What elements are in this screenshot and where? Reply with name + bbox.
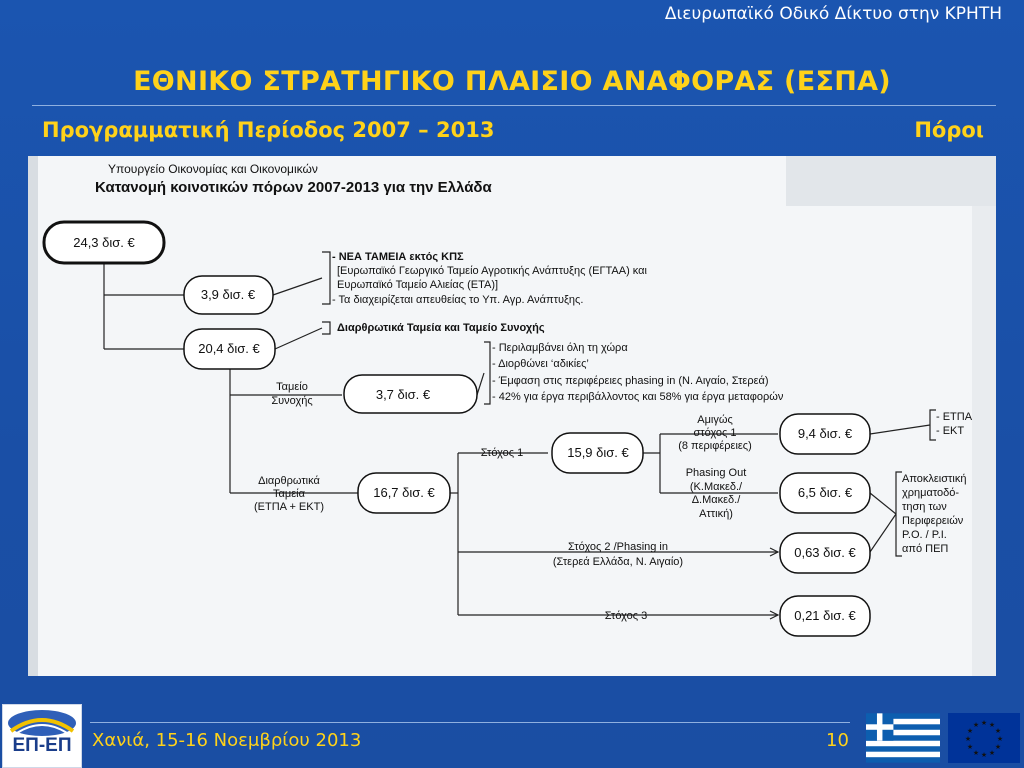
note-pure-goal1-1: - ΕΤΠΑ bbox=[936, 411, 973, 423]
eu-flag-icon bbox=[948, 713, 1020, 763]
node-goal1-value: 15,9 δισ. € bbox=[567, 445, 629, 460]
node-phasing-out-value: 6,5 δισ. € bbox=[797, 485, 853, 500]
road-emblem-icon bbox=[3, 705, 81, 737]
node-goal1 bbox=[552, 433, 643, 473]
cohesion-label-2: Συνοχής bbox=[271, 395, 313, 407]
svg-text:★: ★ bbox=[964, 736, 972, 743]
svg-text:★: ★ bbox=[966, 744, 974, 751]
period-subtitle: Προγραμματική Περίοδος 2007 – 2013 bbox=[42, 118, 495, 142]
svg-text:★: ★ bbox=[966, 728, 974, 735]
svg-text:★: ★ bbox=[988, 722, 996, 729]
footer-divider bbox=[90, 722, 850, 723]
node-phasing-out bbox=[780, 473, 870, 513]
greek-flag-icon bbox=[866, 713, 940, 763]
note-exclusive-3: τηση των bbox=[902, 501, 947, 513]
phasing-label-1: Phasing Out bbox=[685, 467, 747, 479]
note-cohesion-4: - 42% για έργα περιβάλλοντος και 58% για έργα μεταφορών bbox=[492, 391, 784, 403]
node-cohesion-value: 3,7 δισ. € bbox=[375, 387, 431, 402]
node-structural bbox=[358, 473, 450, 513]
note-exclusive-5: Ρ.Ο. / Ρ.Ι. bbox=[902, 529, 947, 541]
footer-location-date: Χανιά, 15-16 Νοεμβρίου 2013 bbox=[92, 730, 362, 751]
note-new-funds-1: - ΝΕΑ ΤΑΜΕΙΑ εκτός ΚΠΣ bbox=[332, 251, 464, 263]
goal1-label: Στόχος 1 bbox=[480, 447, 524, 459]
svg-text:★: ★ bbox=[988, 750, 996, 757]
note-exclusive-6: από ΠΕΠ bbox=[902, 543, 949, 555]
note-new-funds-3: Ευρωπαϊκό Ταμείο Αλιείας (ΕΤΑ)] bbox=[337, 279, 499, 291]
note-new-funds-2: [Ευρωπαϊκό Γεωργικό Ταμείο Αγροτικής Ανάπτυξης (ΕΓΤΑΑ) και bbox=[337, 265, 647, 277]
cohesion-label-1: Ταμείο bbox=[276, 381, 308, 393]
goal2-label-1: Στόχος 2 /Phasing in bbox=[568, 541, 668, 553]
allocation-heading: Κατανομή κοινοτικών πόρων 2007-2013 για την Ελλάδα bbox=[95, 179, 492, 196]
svg-text:★: ★ bbox=[980, 752, 988, 759]
node-new-funds-value: 3,9 δισ. € bbox=[200, 287, 256, 302]
phasing-label-3: Δ.Μακεδ./ bbox=[691, 494, 741, 506]
note-cohesion-3: - Έμφαση στις περιφέρειες phasing in (Ν. Αιγαίο, Στερεά) bbox=[492, 375, 769, 387]
note-exclusive-4: Περιφερειών bbox=[902, 515, 964, 527]
node-goal3-value: 0,21 δισ. € bbox=[794, 608, 856, 623]
slide-title: ΕΘΝΙΚΟ ΣΤΡΑΤΗΓΙΚΟ ΠΛΑΙΣΙΟ ΑΝΑΦΟΡΑΣ (ΕΣΠΑ) bbox=[133, 66, 891, 97]
note-exclusive-1: Αποκλειστική bbox=[902, 473, 967, 485]
logo-text: ΕΠ-ΕΠ bbox=[12, 735, 72, 756]
goal3-label: Στόχος 3 bbox=[604, 610, 648, 622]
structural-label-2: Ταμεία bbox=[273, 488, 305, 500]
note-cohesion-1: - Περιλαμβάνει όλη τη χώρα bbox=[492, 342, 628, 354]
node-total-value: 24,3 δισ. € bbox=[73, 235, 135, 250]
note-structural-total: Διαρθρωτικά Ταμεία και Ταμείο Συνοχής bbox=[337, 322, 545, 334]
svg-text:★: ★ bbox=[972, 750, 980, 757]
node-structural-value: 16,7 δισ. € bbox=[373, 485, 435, 500]
node-structural-total-value: 20,4 δισ. € bbox=[198, 341, 260, 356]
node-goal2-value: 0,63 δισ. € bbox=[794, 545, 856, 560]
resources-label: Πόροι bbox=[914, 118, 984, 142]
structural-label-1: Διαρθρωτικά bbox=[258, 475, 320, 487]
node-total bbox=[44, 222, 164, 263]
note-new-funds-4: - Τα διαχειρίζεται απευθείας το Υπ. Αγρ. Ανάπτυξης. bbox=[332, 294, 584, 306]
ministry-text: Υπουργείο Οικονομίας και Οικονομικών bbox=[108, 162, 318, 176]
goal2-label-2: (Στερεά Ελλάδα, Ν. Αιγαίο) bbox=[552, 556, 684, 568]
svg-text:★: ★ bbox=[994, 744, 1002, 751]
node-goal2 bbox=[780, 533, 870, 573]
pure-label-1: Αμιγώς bbox=[697, 414, 733, 426]
svg-text:★: ★ bbox=[994, 728, 1002, 735]
svg-text:★: ★ bbox=[996, 736, 1004, 743]
pure-label-2: στόχος 1 bbox=[693, 427, 737, 439]
note-exclusive-2: χρηματοδό- bbox=[902, 487, 960, 499]
top-caption: Διευρωπαϊκό Οδικό Δίκτυο στην ΚΡΗΤΗ bbox=[664, 4, 1002, 24]
page-number: 10 bbox=[826, 730, 849, 751]
structural-label-3: (ΕΤΠΑ + ΕΚΤ) bbox=[254, 501, 324, 513]
note-pure-goal1-2: - ΕΚΤ bbox=[936, 425, 965, 437]
node-goal3 bbox=[780, 596, 870, 636]
phasing-label-4: Αττική) bbox=[699, 508, 733, 520]
svg-text:★: ★ bbox=[980, 720, 988, 727]
node-pure-goal1 bbox=[780, 414, 870, 454]
node-new-funds bbox=[184, 276, 273, 314]
node-cohesion bbox=[344, 375, 477, 413]
note-cohesion-2: - Διορθώνει ‘αδικίες’ bbox=[492, 358, 589, 370]
pure-label-3: (8 περιφέρειες) bbox=[678, 440, 752, 452]
program-logo bbox=[2, 704, 82, 768]
node-pure-goal1-value: 9,4 δισ. € bbox=[797, 426, 853, 441]
phasing-label-2: (Κ.Μακεδ./ bbox=[689, 481, 743, 493]
node-structural-total bbox=[184, 329, 275, 369]
svg-text:★: ★ bbox=[972, 722, 980, 729]
